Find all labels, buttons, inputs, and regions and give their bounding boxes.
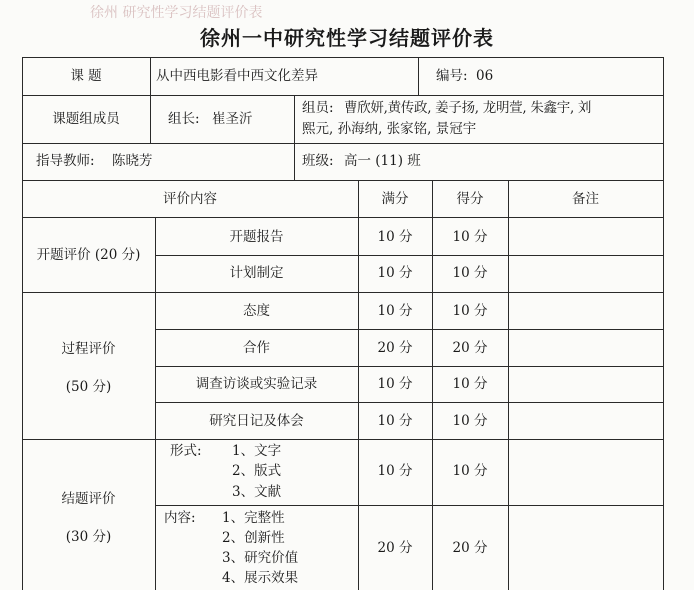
advisor-label: 指导教师:	[36, 153, 95, 169]
awarded-score: 10 分	[452, 413, 488, 429]
leader-label: 组长:	[168, 111, 200, 127]
row-divider	[155, 255, 664, 256]
full-score: 10 分	[377, 265, 413, 281]
final-section-label: 结题评价	[61, 491, 116, 507]
col-divider-remarks	[508, 180, 509, 590]
class-value: 高一 (11) 班	[344, 153, 421, 169]
row-divider	[22, 143, 664, 144]
col-divider	[294, 95, 295, 143]
process-item: 态度	[243, 303, 270, 319]
awarded-score: 10 分	[452, 265, 488, 281]
full-score: 20 分	[377, 540, 413, 556]
full-score: 10 分	[377, 463, 413, 479]
form-criterion: 1、文字	[232, 443, 282, 459]
process-item: 研究日记及体会	[209, 413, 304, 429]
full-score: 20 分	[377, 340, 413, 356]
advisor-value: 陈晓芳	[112, 153, 153, 169]
header-content: 评价内容	[163, 191, 217, 207]
full-score: 10 分	[377, 413, 413, 429]
members-line-2: 熙元, 孙海纳, 张家铭, 景冠宇	[302, 121, 477, 137]
full-score: 10 分	[377, 229, 413, 245]
topic-value: 从中西电影看中西文化差异	[156, 68, 318, 84]
page-title: 徐州一中研究性学习结题评价表	[200, 26, 494, 50]
content-criterion: 4、展示效果	[222, 570, 299, 586]
header-score: 得分	[456, 191, 484, 207]
col-divider	[150, 57, 151, 95]
awarded-score: 20 分	[452, 340, 488, 356]
members-prefix: 组员:	[302, 100, 334, 116]
awarded-score: 10 分	[452, 376, 488, 392]
opening-section-label: 开题评价 (20 分)	[36, 247, 141, 263]
bleed-through-text: 徐州 研究性学习结题评价表	[90, 5, 263, 21]
process-item: 调查访谈或实验记录	[195, 376, 318, 392]
process-item: 合作	[243, 340, 270, 356]
table-border-right	[663, 57, 664, 590]
section-divider	[22, 292, 664, 293]
members-label: 课题组成员	[52, 111, 120, 127]
opening-item: 计划制定	[229, 265, 284, 281]
header-full: 满分	[381, 191, 409, 207]
row-divider	[155, 402, 664, 403]
table-border-top	[22, 57, 664, 58]
awarded-score: 10 分	[452, 229, 488, 245]
form-prefix: 形式:	[170, 443, 202, 459]
full-score: 10 分	[377, 303, 413, 319]
row-divider	[155, 505, 664, 506]
final-section-points: (30 分)	[65, 529, 112, 545]
awarded-score: 20 分	[452, 540, 488, 556]
leader-value: 崔圣沂	[212, 111, 253, 127]
awarded-score: 10 分	[452, 303, 488, 319]
col-divider	[150, 95, 151, 143]
content-criterion: 3、研究价值	[222, 550, 299, 566]
form-criterion: 2、版式	[232, 463, 282, 479]
content-criterion: 1、完整性	[222, 510, 285, 526]
col-divider	[294, 143, 295, 180]
process-section-points: (50 分)	[65, 379, 112, 395]
table-border-left	[22, 57, 23, 590]
row-divider	[22, 95, 664, 96]
awarded-score: 10 分	[452, 463, 488, 479]
bleed-through-header	[0, 0, 694, 22]
process-section-label: 过程评价	[61, 341, 116, 357]
row-divider	[22, 217, 664, 218]
col-divider	[418, 57, 419, 95]
topic-label: 课 题	[70, 68, 102, 84]
members-line-1: 曹欣妍,黄传政, 姜子扬, 龙明萱, 朱鑫宇, 刘	[344, 100, 592, 116]
row-divider	[155, 329, 664, 330]
row-divider	[155, 366, 664, 367]
header-remarks: 备注	[572, 191, 599, 207]
opening-item: 开题报告	[229, 229, 284, 245]
row-divider	[22, 180, 664, 181]
number-label: 编号:	[436, 68, 468, 84]
content-criterion: 2、创新性	[222, 530, 285, 546]
number-value: 06	[476, 68, 494, 84]
full-score: 10 分	[377, 376, 413, 392]
form-criterion: 3、文献	[232, 484, 282, 500]
section-divider	[22, 439, 664, 440]
content-prefix: 内容:	[164, 510, 196, 526]
class-label: 班级:	[302, 153, 334, 169]
